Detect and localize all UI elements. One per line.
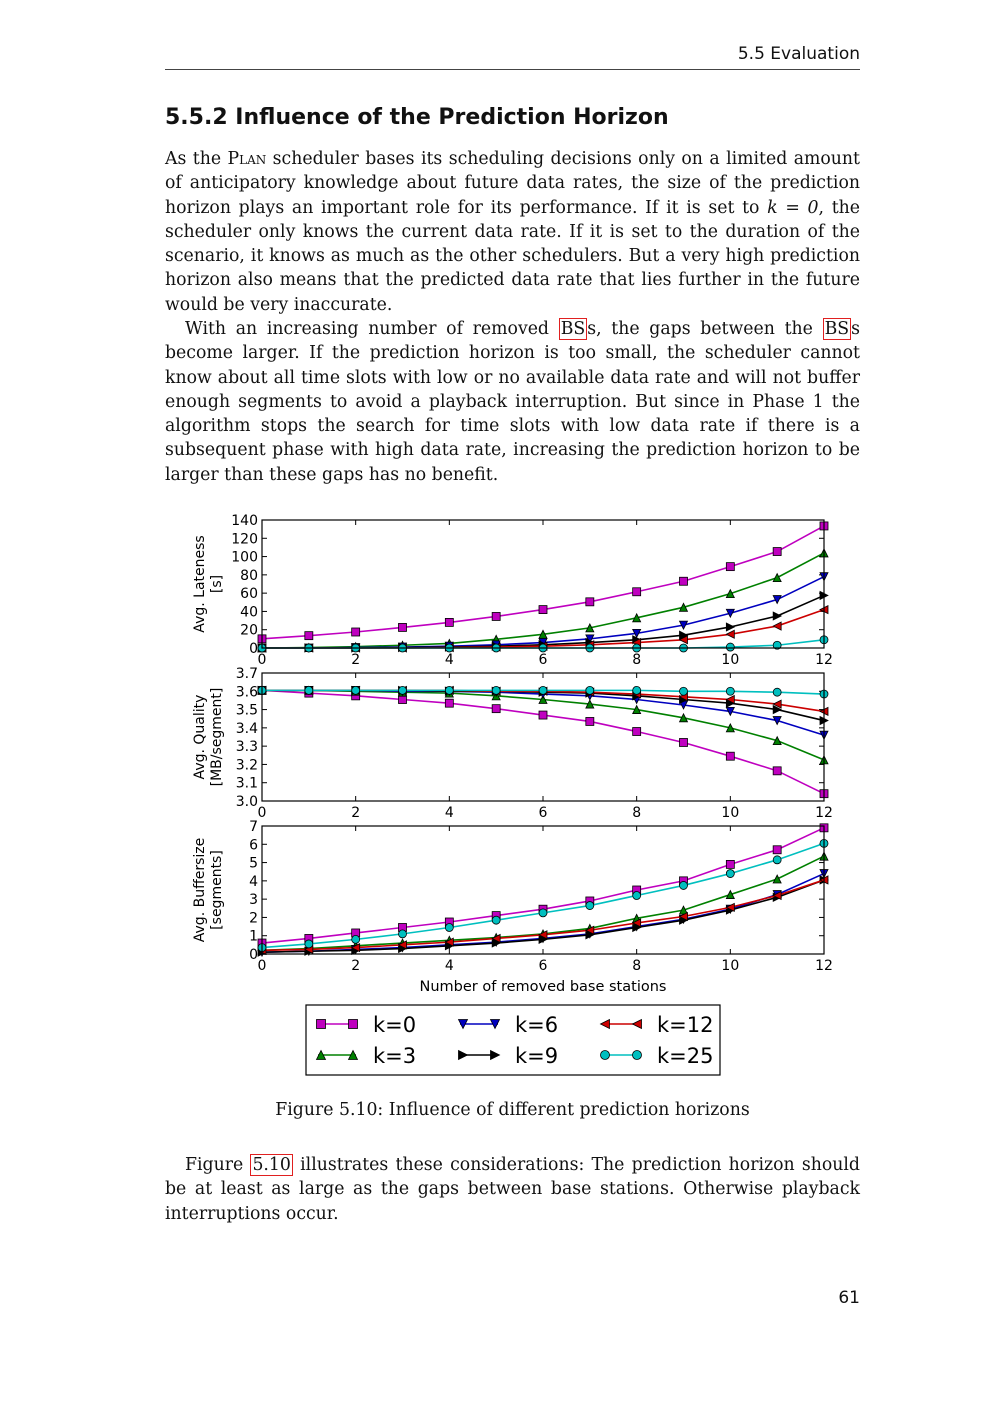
- p3-part2: illustrates these considerations: The prediction horizon should be at least as large as the gaps between base stations. Otherwise playback interruptions occur.: [165, 1155, 860, 1224]
- data-point-k-0: [726, 752, 734, 760]
- data-point-k-25: [445, 923, 453, 931]
- running-header: [165, 44, 860, 70]
- y-tick-label: 40: [240, 604, 258, 621]
- data-point-k-0: [305, 632, 313, 640]
- legend-marker-k-25: [601, 1051, 610, 1060]
- data-point-k-0: [586, 717, 594, 725]
- x-tick-label: 8: [632, 958, 642, 974]
- y-tick-label: 3.3: [235, 739, 258, 756]
- p1-after: scheduler bases its scheduling decisions only on a limited amount of anticipatory knowledge about future data rates, the size of the prediction horizon plays an important role for its performance. If it is set to: [165, 149, 860, 218]
- data-point-k-0: [726, 563, 734, 571]
- p1-plan-name: Plan: [227, 149, 267, 169]
- data-point-k-3: [773, 875, 781, 883]
- data-point-k-0: [773, 767, 781, 775]
- series-line-k-0: [262, 828, 824, 943]
- paragraph-3: [165, 1153, 860, 1226]
- data-point-k-25: [586, 686, 594, 694]
- y-tick-label: 3.6: [235, 684, 258, 701]
- data-point-k-25: [726, 870, 734, 878]
- data-point-k-25: [539, 909, 547, 917]
- data-point-k-0: [773, 548, 781, 556]
- series-line-k-0: [262, 526, 824, 639]
- data-point-k-0: [352, 628, 360, 636]
- y-axis-label: Avg. Lateness: [192, 535, 208, 633]
- p1-before: As the: [165, 149, 228, 169]
- data-point-k-12: [773, 622, 781, 630]
- data-point-k-0: [633, 728, 641, 736]
- data-point-k-25: [352, 935, 360, 943]
- legend-label-k-25: k=25: [657, 1044, 714, 1068]
- x-tick-label: 12: [815, 805, 833, 821]
- data-point-k-25: [773, 856, 781, 864]
- y-axis-label: [s]: [209, 574, 225, 594]
- data-point-k-0: [492, 705, 500, 713]
- chart-legend: [306, 1005, 720, 1075]
- data-point-k-25: [726, 643, 734, 651]
- data-point-k-25: [726, 687, 734, 695]
- x-tick-label: 8: [632, 652, 642, 668]
- data-point-k-25: [305, 686, 313, 694]
- series-group: [258, 686, 828, 797]
- p3-part1: Figure: [185, 1155, 251, 1175]
- legend-marker-k-25: [633, 1051, 642, 1060]
- data-point-k-0: [680, 738, 688, 746]
- data-point-k-0: [445, 618, 453, 626]
- y-tick-label: 5: [249, 855, 258, 872]
- series-group: [258, 824, 828, 956]
- data-point-k-25: [586, 902, 594, 910]
- p2-part2: s, the gaps between the: [587, 319, 823, 339]
- page-number: 61: [838, 1288, 860, 1308]
- paragraph-2: [165, 317, 860, 487]
- y-tick-label: 120: [231, 531, 258, 548]
- legend-label-k-9: k=9: [515, 1044, 559, 1068]
- y-tick-label: 100: [231, 549, 258, 566]
- legend-label-k-3: k=3: [373, 1044, 417, 1068]
- x-tick-label: 4: [444, 805, 454, 821]
- acronym-link-bs-1[interactable]: BS: [560, 319, 586, 339]
- figure-5-10: [160, 505, 860, 1085]
- y-tick-label: 6: [249, 837, 258, 854]
- data-point-k-25: [492, 916, 500, 924]
- y-tick-label: 20: [240, 622, 258, 639]
- data-point-k-0: [680, 577, 688, 585]
- data-point-k-0: [399, 623, 407, 631]
- series-group: [258, 522, 828, 652]
- figure-ref-link[interactable]: 5.10: [252, 1155, 291, 1175]
- y-tick-label: 3.2: [235, 757, 258, 774]
- y-tick-label: 0: [249, 947, 258, 963]
- data-point-k-25: [399, 930, 407, 938]
- paragraph-1: [165, 147, 860, 317]
- x-tick-label: 10: [721, 958, 740, 974]
- p1-end: , the scheduler only knows the current data rate. If it is set to the duration of the scenario, it knows as much as the other schedulers. But a very high prediction horizon also means that the predicted data rate that lies further in the future would be very inaccurate.: [165, 197, 860, 315]
- y-axis-label: Avg. Quality: [192, 694, 208, 780]
- data-point-k-25: [773, 688, 781, 696]
- x-tick-label: 0: [257, 652, 267, 668]
- x-tick-label: 12: [815, 652, 833, 668]
- data-point-k-25: [445, 686, 453, 694]
- x-tick-label: 8: [632, 805, 642, 821]
- y-tick-label: 1: [249, 928, 258, 945]
- y-tick-label: 3.5: [235, 702, 258, 719]
- x-tick-label: 0: [257, 958, 267, 974]
- series-line-k-0: [262, 690, 824, 793]
- legend-label-k-6: k=6: [515, 1013, 559, 1037]
- y-axis-label: [segments]: [209, 850, 225, 930]
- x-tick-label: 2: [351, 958, 361, 974]
- data-point-k-25: [633, 686, 641, 694]
- y-tick-label: 140: [231, 513, 258, 529]
- y-tick-label: 0: [249, 641, 258, 657]
- y-tick-label: 7: [249, 819, 258, 835]
- x-tick-label: 6: [538, 958, 548, 974]
- y-tick-label: 3.0: [235, 794, 258, 810]
- data-point-k-0: [633, 588, 641, 596]
- figure-caption: Figure 5.10: Influence of different prediction horizons: [275, 1100, 750, 1120]
- y-tick-label: 2: [249, 910, 258, 927]
- data-point-k-0: [399, 696, 407, 704]
- data-point-k-3: [726, 891, 734, 899]
- legend-label-k-12: k=12: [657, 1013, 714, 1037]
- data-point-k-0: [773, 846, 781, 854]
- data-point-k-25: [680, 881, 688, 889]
- chart-panel-lateness: [192, 513, 833, 668]
- y-tick-label: 60: [240, 586, 258, 603]
- chart-panel-buffersize: [192, 819, 833, 995]
- data-point-k-0: [445, 699, 453, 707]
- x-tick-label: 0: [257, 805, 267, 821]
- x-axis-label: Number of removed base stations: [419, 979, 667, 995]
- x-tick-label: 2: [351, 652, 361, 668]
- y-tick-label: 3.7: [235, 666, 258, 682]
- legend-marker-k-0: [349, 1020, 358, 1029]
- p2-part1: With an increasing number of removed: [185, 319, 559, 339]
- p2-part3: s become larger. If the prediction horizon is too small, the scheduler cannot know about all time slots with low or no available data rate and will not buffer enough segments to avoid a playback interruption. But since in Phase 1 the algorithm stops the search for time slots with low data rate if there is a subsequent phase with high data rate, increasing the prediction horizon to be larger than these gaps has no benefit.: [165, 319, 860, 485]
- section-title: 5.5.2 Influence of the Prediction Horizon: [165, 105, 669, 130]
- x-tick-label: 6: [538, 805, 548, 821]
- data-point-k-25: [492, 686, 500, 694]
- x-tick-label: 2: [351, 805, 361, 821]
- y-tick-label: 4: [249, 873, 258, 890]
- data-point-k-25: [305, 940, 313, 948]
- x-tick-label: 6: [538, 652, 548, 668]
- data-point-k-25: [352, 686, 360, 694]
- data-point-k-0: [539, 711, 547, 719]
- data-point-k-3: [773, 574, 781, 582]
- data-point-k-12: [726, 630, 734, 638]
- data-point-k-25: [633, 891, 641, 899]
- acronym-link-bs-2[interactable]: BS: [824, 319, 850, 339]
- data-point-k-0: [726, 860, 734, 868]
- legend-label-k-0: k=0: [373, 1013, 417, 1037]
- x-tick-label: 4: [444, 958, 454, 974]
- plot-frame: [262, 520, 824, 648]
- y-axis-label: [MB/segment]: [209, 687, 225, 787]
- p1-math: k = 0: [767, 197, 819, 218]
- data-point-k-25: [680, 687, 688, 695]
- data-point-k-0: [539, 606, 547, 614]
- chart-panel-quality: [192, 666, 833, 821]
- y-axis-label: Avg. Buffersize: [192, 837, 208, 943]
- running-header-title: 5.5 Evaluation: [737, 44, 860, 64]
- x-tick-label: 4: [444, 652, 454, 668]
- data-point-k-25: [399, 686, 407, 694]
- data-point-k-0: [492, 612, 500, 620]
- x-tick-label: 10: [721, 805, 740, 821]
- data-point-k-9: [773, 612, 781, 620]
- y-tick-label: 3.4: [235, 720, 258, 737]
- x-tick-label: 12: [815, 958, 833, 974]
- legend-marker-k-0: [317, 1020, 326, 1029]
- y-tick-label: 80: [240, 567, 258, 584]
- x-tick-label: 10: [721, 652, 740, 668]
- data-point-k-0: [586, 598, 594, 606]
- data-point-k-9: [726, 623, 734, 631]
- y-tick-label: 3.1: [235, 775, 258, 792]
- y-tick-label: 3: [249, 892, 258, 909]
- data-point-k-25: [539, 686, 547, 694]
